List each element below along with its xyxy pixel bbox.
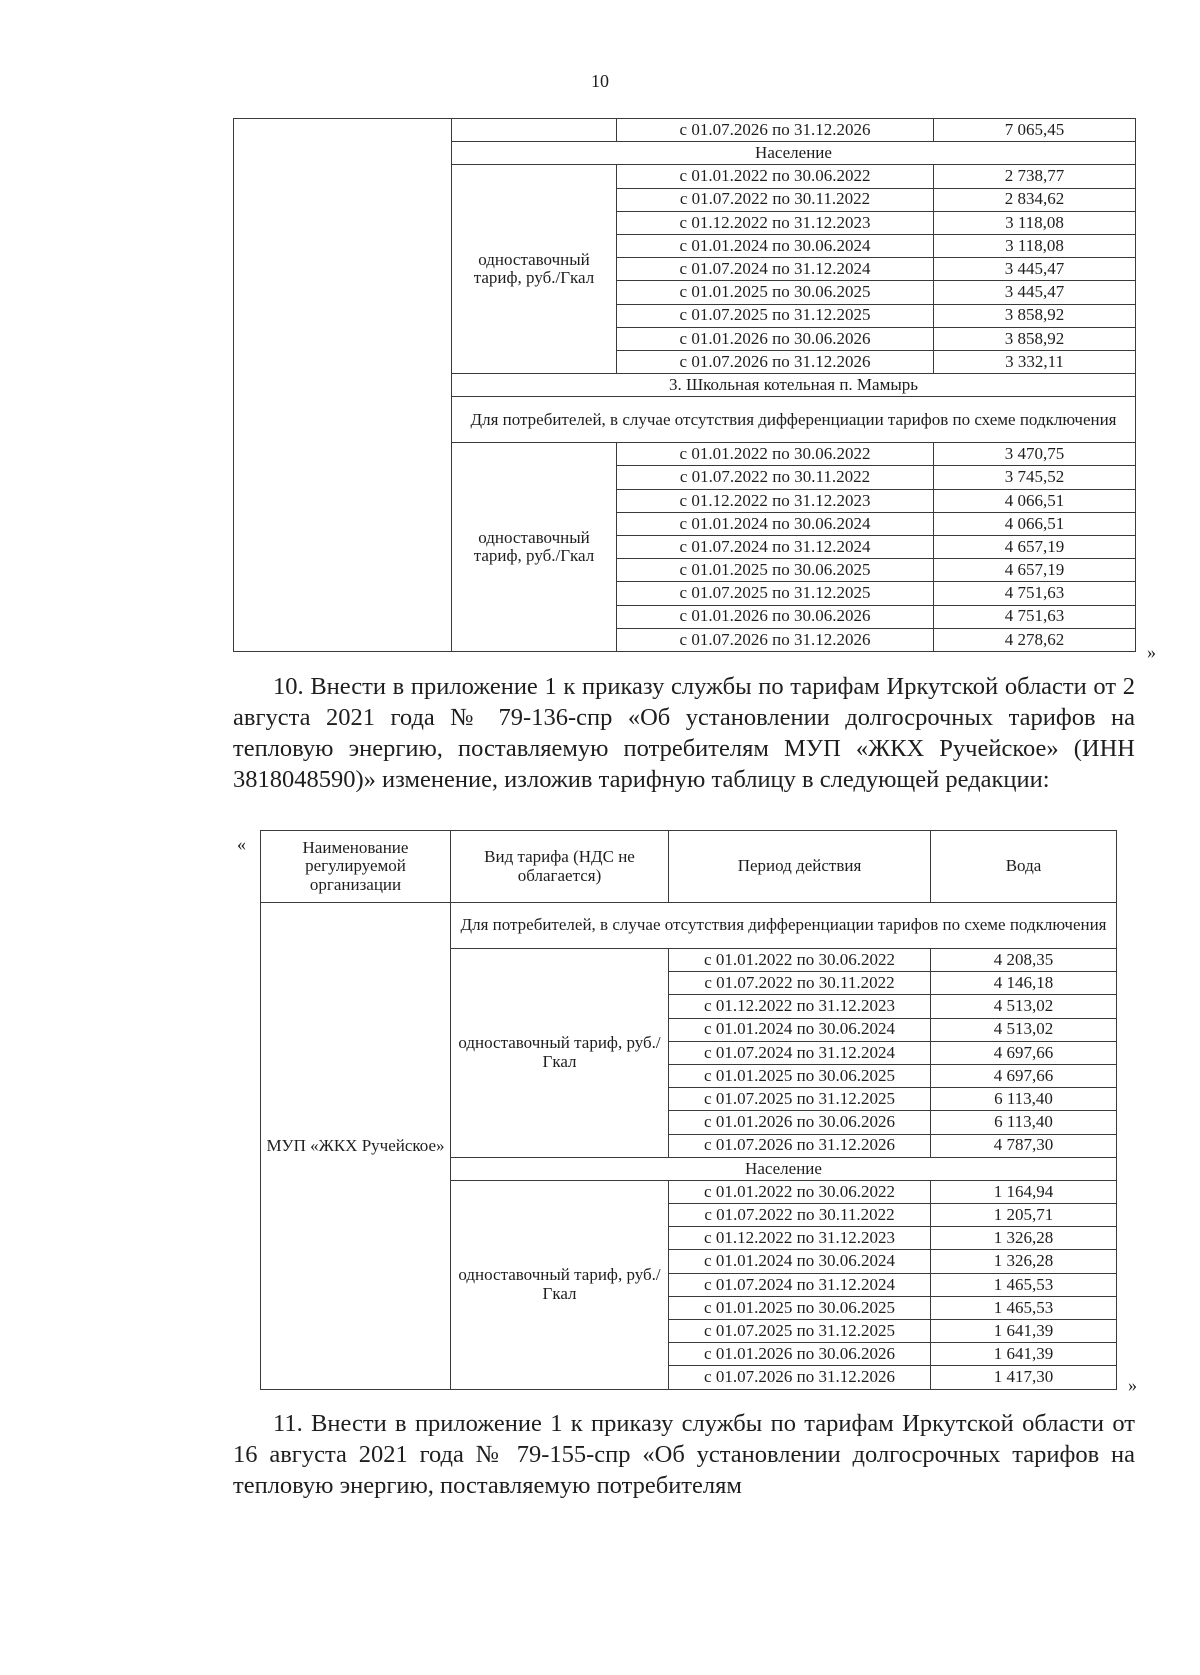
period-cell: с 01.01.2025 по 30.06.2025 [617,281,934,304]
section-heading: Население [451,1157,1117,1180]
paragraph-10-text: 10. Внести в приложение 1 к приказу службы по тарифам Иркутской области от 2 августа 2021 года № 79-136-спр «Об установлении долгосрочных тарифов на тепловую энергию, поставляемую потребителям МУП «ЖКХ Ручейское» (ИНН 3818048590)» изменение, изложив тарифную таблицу в следующей редакции: [233,673,1135,793]
value-cell: 3 858,92 [934,327,1136,350]
period-cell: с 01.07.2024 по 31.12.2024 [617,536,934,559]
section-heading: 3. Школьная котельная п. Мамырь [452,374,1136,397]
section-heading: Население [452,142,1136,165]
period-cell: с 01.01.2024 по 30.06.2024 [617,234,934,257]
period-cell: с 01.01.2024 по 30.06.2024 [669,1250,931,1273]
tariff-table-continued-body [234,119,1136,652]
period-cell: с 01.01.2022 по 30.06.2022 [669,949,931,972]
value-cell: 4 513,02 [931,1018,1117,1041]
period-cell: с 01.07.2024 по 31.12.2024 [617,258,934,281]
period-cell: с 01.07.2022 по 30.11.2022 [669,1204,931,1227]
period-cell: с 01.01.2022 по 30.06.2022 [617,165,934,188]
value-cell: 1 641,39 [931,1320,1117,1343]
value-cell: 2 834,62 [934,188,1136,211]
period-cell: с 01.01.2024 по 30.06.2024 [617,512,934,535]
header-water: Вода [931,831,1117,903]
section-heading: Для потребителей, в случае отсутствия дифференциации тарифов по схеме подключения [451,903,1117,949]
value-cell: 3 118,08 [934,234,1136,257]
value-cell: 6 113,40 [931,1111,1117,1134]
closing-quote-top: » [1147,642,1156,662]
value-cell: 1 326,28 [931,1227,1117,1250]
value-cell: 4 066,51 [934,512,1136,535]
paragraph-10 [233,671,1135,795]
tariff-type-cell: одноставочный тариф, руб./Гкал [451,1180,669,1389]
tariff-type-cell-blank [452,119,617,142]
period-cell: с 01.12.2022 по 31.12.2023 [617,211,934,234]
value-cell: 3 445,47 [934,258,1136,281]
value-cell: 3 332,11 [934,350,1136,373]
period-cell: с 01.07.2026 по 31.12.2026 [669,1134,931,1157]
value-cell: 1 641,39 [931,1343,1117,1366]
period-cell: с 01.07.2026 по 31.12.2026 [617,628,934,651]
tariff-table-water-body [261,831,1117,1390]
tariff-table-water [260,830,1117,1390]
period-cell: с 01.07.2022 по 30.11.2022 [669,972,931,995]
opening-quote-bottom: « [237,834,246,854]
value-cell: 4 066,51 [934,489,1136,512]
value-cell: 4 513,02 [931,995,1117,1018]
table-header-row [261,831,1117,903]
value-cell: 6 113,40 [931,1088,1117,1111]
period-cell: с 01.07.2022 по 30.11.2022 [617,466,934,489]
period-cell: с 01.07.2022 по 30.11.2022 [617,188,934,211]
value-cell: 3 470,75 [934,443,1136,466]
period-cell: с 01.07.2026 по 31.12.2026 [669,1366,931,1389]
value-cell: 3 445,47 [934,281,1136,304]
period-cell: с 01.01.2026 по 30.06.2026 [617,605,934,628]
value-cell: 2 738,77 [934,165,1136,188]
value-cell: 1 164,94 [931,1180,1117,1203]
header-tariff-type: Вид тарифа (НДС не облагается) [451,831,669,903]
value-cell: 4 751,63 [934,605,1136,628]
value-cell: 1 205,71 [931,1204,1117,1227]
period-cell: с 01.07.2025 по 31.12.2025 [617,582,934,605]
period-cell: с 01.12.2022 по 31.12.2023 [669,995,931,1018]
header-period: Период действия [669,831,931,903]
period-cell: с 01.07.2025 по 31.12.2025 [617,304,934,327]
period-cell: с 01.01.2025 по 30.06.2025 [669,1296,931,1319]
tariff-type-cell: одноставочный тариф, руб./Гкал [451,949,669,1158]
tariff-table-continued [233,118,1136,652]
period-cell: с 01.12.2022 по 31.12.2023 [669,1227,931,1250]
value-cell: 4 657,19 [934,536,1136,559]
org-cell-blank [234,119,452,652]
value-cell: 1 465,53 [931,1296,1117,1319]
value-cell: 1 417,30 [931,1366,1117,1389]
value-cell: 3 858,92 [934,304,1136,327]
period-cell: с 01.01.2026 по 30.06.2026 [669,1111,931,1134]
value-cell: 3 118,08 [934,211,1136,234]
period-cell: с 01.07.2026 по 31.12.2026 [617,350,934,373]
value-cell: 4 751,63 [934,582,1136,605]
header-org: Наименование регулируемой организации [261,831,451,903]
period-cell: с 01.07.2024 по 31.12.2024 [669,1041,931,1064]
period-cell: с 01.01.2026 по 30.06.2026 [669,1343,931,1366]
period-cell: с 01.07.2025 по 31.12.2025 [669,1320,931,1343]
period-cell: с 01.01.2024 по 30.06.2024 [669,1018,931,1041]
period-cell: с 01.01.2022 по 30.06.2022 [669,1180,931,1203]
paragraph-11-text: 11. Внести в приложение 1 к приказу службы по тарифам Иркутской области от 16 августа 2021 года № 79-155-спр «Об установлении долгосрочных тарифов на тепловую энергию, поставляемую потребителям [233,1410,1135,1499]
paragraph-11 [233,1408,1135,1501]
section-heading: Для потребителей, в случае отсутствия дифференциации тарифов по схеме подключения [452,397,1136,443]
value-cell: 4 208,35 [931,949,1117,972]
value-cell: 1 326,28 [931,1250,1117,1273]
period-cell: с 01.12.2022 по 31.12.2023 [617,489,934,512]
value-cell: 4 697,66 [931,1064,1117,1087]
section-row-consumers [261,903,1117,949]
period-cell: с 01.07.2026 по 31.12.2026 [617,119,934,142]
value-cell: 4 787,30 [931,1134,1117,1157]
period-cell: с 01.01.2026 по 30.06.2026 [617,327,934,350]
org-name-cell: МУП «ЖКХ Ручейское» [261,903,451,1390]
period-cell: с 01.01.2022 по 30.06.2022 [617,443,934,466]
period-cell: с 01.01.2025 по 30.06.2025 [617,559,934,582]
period-cell: с 01.07.2025 по 31.12.2025 [669,1088,931,1111]
value-cell: 4 657,19 [934,559,1136,582]
closing-quote-bottom: » [1128,1375,1137,1395]
period-cell: с 01.07.2024 по 31.12.2024 [669,1273,931,1296]
value-cell: 4 278,62 [934,628,1136,651]
tariff-type-cell: одноставочный тариф, руб./Гкал [452,443,617,652]
value-cell: 4 697,66 [931,1041,1117,1064]
table-row [234,119,1136,142]
period-cell: с 01.01.2025 по 30.06.2025 [669,1064,931,1087]
value-cell: 4 146,18 [931,972,1117,995]
page-number: 10 [591,71,609,91]
tariff-type-cell: одноставочный тариф, руб./Гкал [452,165,617,374]
value-cell: 1 465,53 [931,1273,1117,1296]
value-cell: 3 745,52 [934,466,1136,489]
value-cell: 7 065,45 [934,119,1136,142]
